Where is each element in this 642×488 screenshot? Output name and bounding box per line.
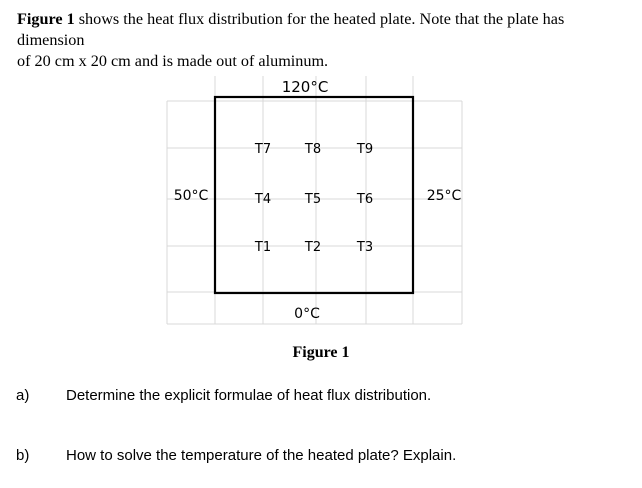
- intro-text-line2: of 20 cm x 20 cm and is made out of aluminum.: [17, 52, 329, 70]
- right-boundary-temp: 25°C: [426, 188, 462, 204]
- figure-reference: Figure 1: [17, 10, 75, 28]
- intro-text-line1: shows the heat flux distribution for the heated plate. Note that the plate has dimension: [17, 10, 565, 49]
- left-boundary-temp: 50°C: [173, 188, 209, 204]
- question-b-letter: b): [16, 447, 30, 464]
- top-boundary-temp: 120°C: [281, 78, 329, 96]
- bottom-boundary-temp: 0°C: [294, 306, 320, 322]
- question-a-text: Determine the explicit formulae of heat flux distribution.: [66, 387, 432, 404]
- node-t6: T6: [356, 192, 374, 207]
- node-t5: T5: [304, 192, 322, 207]
- node-t8: T8: [304, 142, 322, 157]
- node-t4: T4: [254, 192, 272, 207]
- figure-caption: Figure 1: [292, 344, 350, 361]
- node-t2: T2: [304, 240, 322, 255]
- question-a-letter: a): [16, 387, 30, 404]
- node-t9: T9: [356, 142, 374, 157]
- node-t7: T7: [254, 142, 272, 157]
- question-b-text: How to solve the temperature of the heated plate? Explain.: [66, 447, 457, 464]
- node-t3: T3: [356, 240, 374, 255]
- node-t1: T1: [254, 240, 272, 255]
